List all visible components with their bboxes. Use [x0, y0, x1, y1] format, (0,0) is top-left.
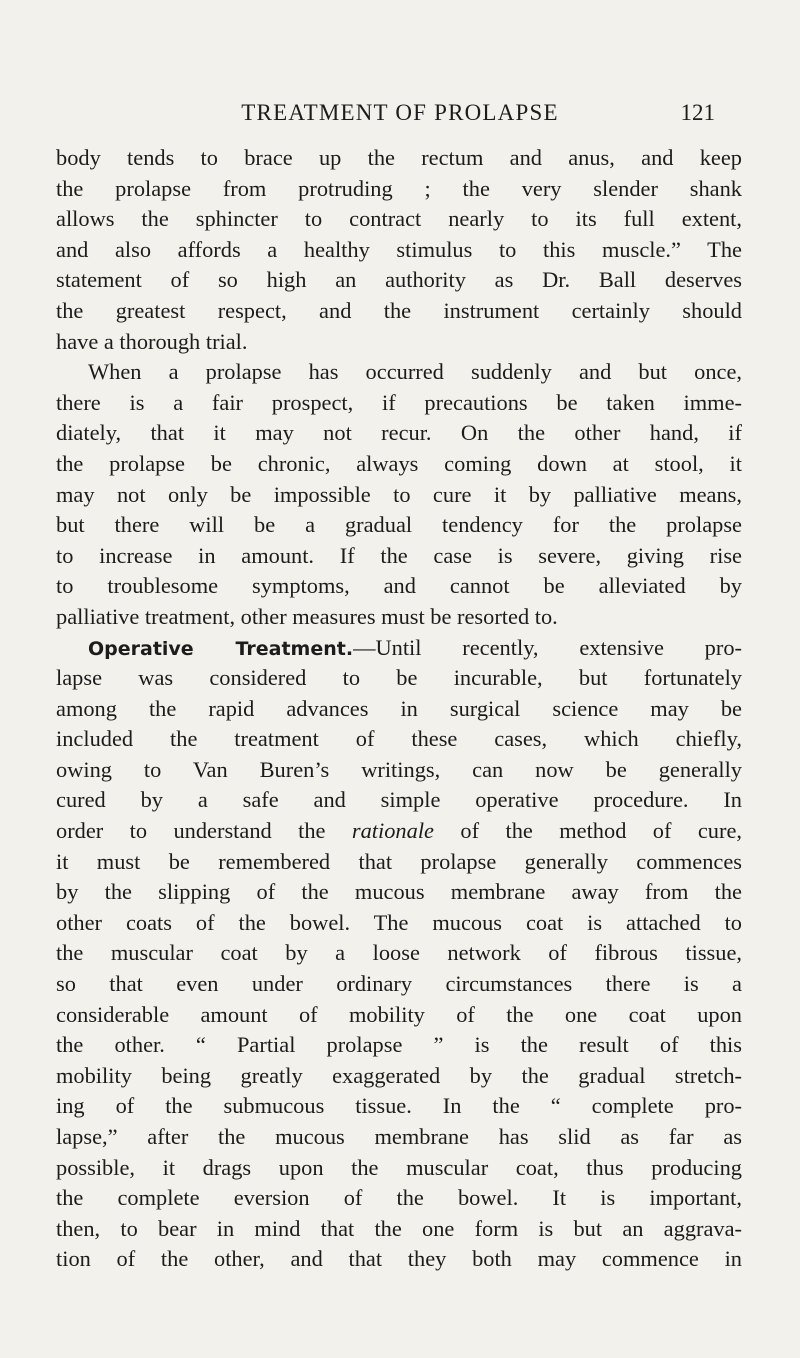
text-line: diately, that it may not recur. On the other hand, if: [56, 420, 742, 446]
text-line: there is a fair prospect, if precautions be taken imme-: [56, 389, 742, 415]
text-line: ing of the submucous tissue. In the “ complete pro-: [56, 1093, 742, 1119]
text-line: and also affords a healthy stimulus to this muscle.” The: [56, 236, 742, 262]
text-line: lapse was considered to be incurable, but fortunately: [56, 665, 742, 691]
text-line: possible, it drags upon the muscular coat, thus producing: [56, 1154, 742, 1180]
text-line: the prolapse from protruding ; the very slender shank: [56, 175, 742, 201]
text-line: the prolapse be chronic, always coming down at stool, it: [56, 450, 742, 476]
text-line: by the slipping of the mucous membrane away from the: [56, 879, 742, 905]
text-line: to increase in amount. If the case is severe, giving rise: [56, 542, 742, 568]
text-line: considerable amount of mobility of the one coat upon: [56, 1001, 742, 1027]
text-line: included the treatment of these cases, which chiefly,: [56, 726, 742, 752]
text-line: owing to Van Buren’s writings, can now be generally: [56, 756, 742, 782]
text-line: the greatest respect, and the instrument certainly should: [56, 297, 742, 323]
text-line: [56, 816, 742, 847]
page-number: 121: [680, 100, 715, 125]
text-line: may not only be impossible to cure it by palliative means,: [56, 481, 742, 507]
text-line: lapse,” after the mucous membrane has slid as far as: [56, 1124, 742, 1149]
text-line: the other. “ Partial prolapse ” is the result of this: [56, 1032, 742, 1058]
italic-term: rationale: [351, 818, 434, 844]
text-span: of the method of cure,: [434, 818, 742, 844]
text-line: then, to bear in mind that the one form is but an aggrava-: [56, 1215, 742, 1241]
section-heading: Operative Treatment.: [88, 637, 354, 660]
text-line: the complete eversion of the bowel. It is important,: [56, 1185, 742, 1211]
text-line: mobility being greatly exaggerated by the gradual stretch-: [56, 1062, 742, 1088]
running-title: TREATMENT OF PROLAPSE: [241, 100, 559, 125]
text-span: order to understand the: [56, 818, 352, 844]
text-line: body tends to brace up the rectum and anus, and keep: [56, 145, 742, 170]
text-line: cured by a safe and simple operative procedure. In: [56, 787, 742, 813]
text-line: tion of the other, and that they both may commence in: [56, 1246, 742, 1272]
text-line: [56, 633, 742, 664]
text-line: other coats of the bowel. The mucous coat is attached to: [56, 909, 742, 935]
text-line: the muscular coat by a loose network of fibrous tissue,: [56, 940, 742, 966]
text-body: [56, 143, 742, 1275]
text-line: have a thorough trial.: [56, 328, 248, 354]
running-head: [0, 96, 800, 136]
text-line: among the rapid advances in surgical science may be: [56, 695, 742, 721]
text-span: —Until recently, extensive pro-: [353, 634, 742, 660]
text-line: so that even under ordinary circumstances there is a: [56, 971, 742, 997]
text-line: When a prolapse has occurred suddenly and but once,: [88, 359, 742, 385]
text-line: palliative treatment, other measures must be resorted to.: [56, 603, 558, 629]
text-line: to troublesome symptoms, and cannot be alleviated by: [56, 573, 742, 599]
text-line: but there will be a gradual tendency for the prolapse: [56, 512, 742, 538]
text-line: allows the sphincter to contract nearly to its full extent,: [56, 206, 742, 232]
text-line: it must be remembered that prolapse generally commences: [56, 848, 742, 874]
text-line: statement of so high an authority as Dr. Ball deserves: [56, 267, 742, 293]
